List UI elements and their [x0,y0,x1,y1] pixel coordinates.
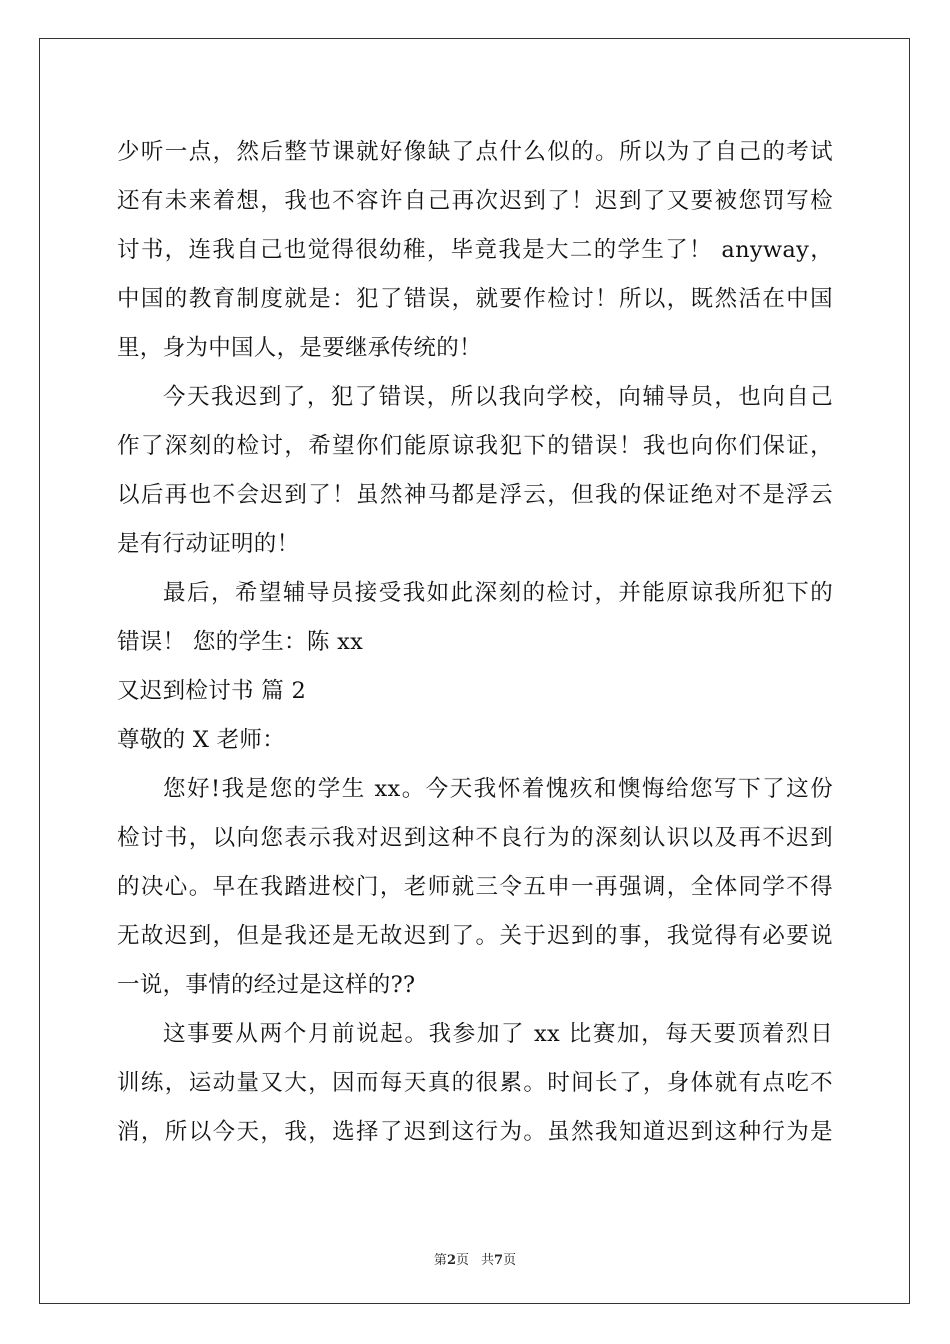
salutation: 尊敬的 X 老师： [117,727,286,753]
page-current: 2 [446,1253,456,1268]
paragraph-first-line: 今天我迟到了，犯了错误，所以我向学校，向辅导员，也向自己 [163,384,833,410]
page-footer [0,1249,950,1268]
text-line: 还有未来着想，我也不容许自己再次迟到了！迟到了又要被您罚写检 [117,188,833,214]
text-line: 一说，事情的经过是这样的?? [117,972,416,998]
paragraph-first-line: 这事要从两个月前说起。我参加了 xx 比赛加，每天要顶着烈日 [163,1021,833,1047]
signature-line: 错误！ 您的学生：陈 xx [117,629,364,655]
page-total: 7 [494,1253,504,1268]
text-line: 作了深刻的检讨，希望你们能原谅我犯下的错误！我也向你们保证， [117,433,833,459]
page-prefix: 第 [433,1253,447,1268]
section-heading: 又迟到检讨书 篇 2 [117,678,307,704]
paragraph-first-line: 最后，希望辅导员接受我如此深刻的检讨，并能原谅我所犯下的 [163,580,833,606]
text-line: 以后再也不会迟到了！虽然神马都是浮云，但我的保证绝对不是浮云 [117,482,833,508]
text-line: 检讨书，以向您表示我对迟到这种不良行为的深刻认识以及再不迟到 [117,825,833,851]
text-line: 无故迟到，但是我还是无故迟到了。关于迟到的事，我觉得有必要说 [117,923,833,949]
text-line: 训练，运动量又大，因而每天真的很累。时间长了，身体就有点吃不 [117,1070,833,1096]
text-line: 的决心。早在我踏进校门，老师就三令五申一再强调，全体同学不得 [117,874,833,900]
text-line: 里，身为中国人，是要继承传统的！ [117,335,482,361]
text-line: 少听一点，然后整节课就好像缺了点什么似的。所以为了自己的考试 [117,139,833,165]
text-line: 消，所以今天，我，选择了迟到这行为。虽然我知道迟到这种行为是 [117,1119,833,1145]
paragraph-first-line: 您好!我是您的学生 xx。今天我怀着愧疚和懊悔给您写下了这份 [163,776,833,802]
text-line: 讨书，连我自己也觉得很幼稚，毕竟我是大二的学生了！ anyway， [117,237,833,263]
text-line: 是有行动证明的！ [117,531,300,557]
total-prefix: 共 [481,1253,495,1268]
document-body [117,128,833,1157]
total-suffix: 页 [503,1253,517,1268]
page-suffix: 页 [455,1253,469,1268]
text-line: 中国的教育制度就是：犯了错误，就要作检讨！所以，既然活在中国 [117,286,833,312]
